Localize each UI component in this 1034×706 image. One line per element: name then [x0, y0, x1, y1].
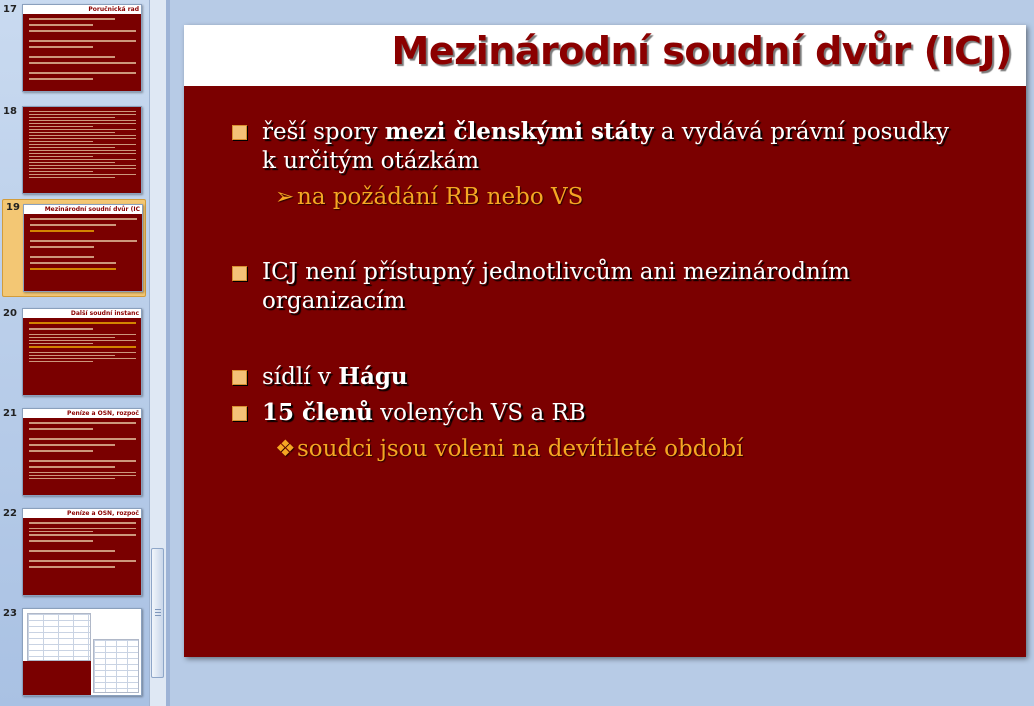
pane-splitter[interactable] [166, 0, 170, 706]
bullet-item[interactable]: řeší spory mezi členskými státy a vydává právní posudky k určitým otázkám [232, 117, 952, 176]
square-bullet-icon [232, 266, 247, 281]
thumbnail-row-17[interactable] [0, 2, 148, 96]
thumbnail-title: Peníze a OSN, rozpoč [23, 409, 141, 418]
sub-bullet-item[interactable]: ➢ na požádání RB nebo VS [275, 184, 584, 210]
square-bullet-icon [232, 406, 247, 421]
thumbnail-title: Peníze a OSN, rozpoč [23, 509, 141, 518]
thumbnail-row-20[interactable] [0, 306, 148, 400]
slide-thumbnail-pane [0, 0, 166, 706]
slide-title[interactable]: Mezinárodní soudní dvůr (ICJ) [391, 29, 1012, 73]
sub-bullet-item[interactable]: ❖soudci jsou voleni na devítileté období [275, 436, 744, 462]
thumbnail-table [27, 613, 91, 661]
thumbnail-title: Mezinárodní soudní dvůr (IC [24, 205, 142, 214]
thumbnail-text-lines [29, 111, 136, 180]
thumbnail-scrollbar[interactable] [149, 0, 166, 706]
thumbnail-row-23[interactable] [0, 606, 148, 700]
slide-thumbnail[interactable] [22, 308, 142, 396]
thumbnail-table [93, 639, 139, 693]
slide-thumbnail[interactable] [22, 508, 142, 596]
thumbnail-title: Poručnická rad [23, 5, 141, 14]
thumbnail-row-22[interactable] [0, 506, 148, 600]
slide-canvas[interactable] [184, 25, 1026, 657]
slide-thumbnail[interactable] [22, 106, 142, 194]
bullet-item[interactable]: ICJ není přístupný jednotlivcům ani mezinárodním organizacím [232, 258, 952, 316]
thumbnail-text-lines [29, 18, 136, 84]
diamond-bullet-icon: ❖ [275, 436, 296, 462]
thumbnail-text-lines [29, 522, 136, 572]
thumbnail-text-box [23, 661, 91, 695]
thumbnail-title: Další soudní instanc [23, 309, 141, 318]
thumbnail-row-21[interactable] [0, 406, 148, 500]
scrollbar-grip-icon [155, 609, 161, 617]
thumbnail-text-lines [30, 218, 137, 274]
thumbnail-text-lines [29, 422, 136, 481]
slide-title-bar [184, 25, 1026, 86]
slide-number: 19 [6, 202, 20, 213]
scrollbar-thumb[interactable] [151, 548, 164, 678]
slide-thumbnail[interactable] [22, 4, 142, 92]
square-bullet-icon [232, 125, 247, 140]
thumbnail-row-19[interactable] [2, 199, 146, 297]
arrow-bullet-icon: ➢ [275, 184, 295, 210]
bullet-item[interactable]: 15 členů volených VS a RB [232, 398, 952, 428]
bullet-item[interactable]: sídlí v Hágu [232, 362, 952, 392]
thumbnail-row-18[interactable] [0, 104, 148, 198]
square-bullet-icon [232, 370, 247, 385]
slide-thumbnail-selected[interactable] [23, 204, 143, 292]
slide-number: 20 [3, 308, 17, 319]
slide-number: 22 [3, 508, 17, 519]
slide-number: 18 [3, 106, 17, 117]
slide-thumbnail[interactable] [22, 408, 142, 496]
slide-number: 21 [3, 408, 17, 419]
slide-number: 23 [3, 608, 17, 619]
slide-thumbnail[interactable] [22, 608, 142, 696]
slide-number: 17 [3, 4, 17, 15]
thumbnail-text-lines [29, 322, 136, 364]
